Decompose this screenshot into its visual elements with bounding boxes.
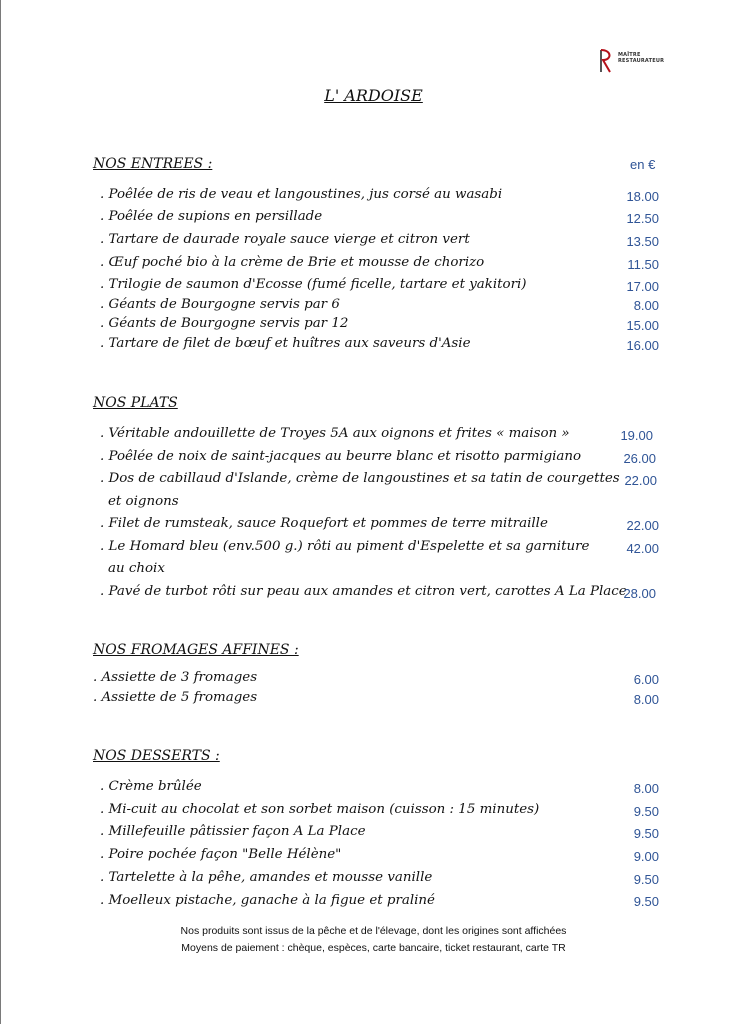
menu-item: . Véritable andouillette de Troyes 5A aux oignons et frites « maison » [100,426,570,441]
menu-item: . Dos de cabillaud d'Islande, crème de langoustines et sa tatin de courgettes [100,471,620,486]
page-title: L' ARDOISE [324,86,423,105]
logo-line1: MAÎTRE [618,52,641,58]
menu-price: 19.00 [620,428,653,443]
menu-item: . Assiette de 5 fromages [93,690,258,705]
menu-item: . Poire pochée façon "Belle Hélène" [100,847,342,862]
page-left-border [0,0,1,1024]
menu-price: 6.00 [633,672,659,687]
menu-price: 28.00 [623,586,656,601]
menu-item: . Filet de rumsteak, sauce Roquefort et pommes de terre mitraille [100,516,548,531]
menu-price: 9.50 [633,804,659,819]
logo-r-icon [598,48,616,74]
currency-label: en € [630,157,656,172]
menu-item: . Le Homard bleu (env.500 g.) rôti au piment d'Espelette et sa garniture [100,539,590,554]
menu-price: 18.00 [626,189,659,204]
fromages-heading: NOS FROMAGES AFFINES : [93,642,299,658]
menu-item: . Géants de Bourgogne servis par 6 [100,297,340,312]
menu-price: 9.50 [633,826,659,841]
menu-item: . Œuf poché bio à la crème de Brie et mousse de chorizo [100,255,485,270]
menu-item: . Moelleux pistache, ganache à la figue et praliné [100,893,435,908]
desserts-heading: NOS DESSERTS : [93,748,220,764]
menu-item: . Poêlée de noix de saint-jacques au beurre blanc et risotto parmigiano [100,449,582,464]
menu-price: 16.00 [626,338,659,353]
menu-price: 9.50 [633,894,659,909]
menu-price: 12.50 [626,211,659,226]
menu-item: . Tartelette à la pêhe, amandes et mousse vanille [100,870,433,885]
menu-item: . Trilogie de saumon d'Ecosse (fumé ficelle, tartare et yakitori) [100,277,527,292]
menu-price: 22.00 [626,518,659,533]
menu-price: 8.00 [633,298,659,313]
menu-item: . Poêlée de ris de veau et langoustines, jus corsé au wasabi [100,187,503,202]
menu-item: . Poêlée de supions en persillade [100,209,323,224]
footer-origin-note: Nos produits sont issus de la pêche et de l'élevage, dont les origines sont affichées [180,925,567,937]
menu-item: . Mi-cuit au chocolat et son sorbet maison (cuisson : 15 minutes) [100,802,540,817]
menu-price: 26.00 [623,451,656,466]
menu-price: 8.00 [633,692,659,707]
menu-item: . Tartare de filet de bœuf et huîtres aux saveurs d'Asie [100,336,471,351]
plats-heading: NOS PLATS [93,395,178,411]
menu-price: 15.00 [626,318,659,333]
logo-line2: RESTAURATEUR [618,58,665,64]
maitre-restaurateur-logo [598,48,668,74]
menu-item: . Pavé de turbot rôti sur peau aux amandes et citron vert, carottes A La Place [100,584,627,599]
menu-price: 17.00 [626,279,659,294]
menu-price: 11.50 [627,257,659,272]
menu-item: . Millefeuille pâtissier façon A La Place [100,824,366,839]
entrees-heading: NOS ENTREES : [93,156,213,172]
logo-text [618,52,664,64]
footer-payment-note: Moyens de paiement : chèque, espèces, carte bancaire, ticket restaurant, carte TR [181,942,566,954]
menu-price: 22.00 [624,473,657,488]
menu-item: . Géants de Bourgogne servis par 12 [100,316,349,331]
menu-item-continued: au choix [108,561,165,576]
menu-price: 13.50 [626,234,659,249]
menu-item: . Assiette de 3 fromages [93,670,258,685]
menu-item-continued: et oignons [108,494,179,509]
menu-price: 8.00 [633,781,659,796]
menu-price: 9.50 [633,872,659,887]
menu-price: 42.00 [626,541,659,556]
menu-price: 9.00 [633,849,659,864]
menu-item: . Crème brûlée [100,779,202,794]
menu-item: . Tartare de daurade royale sauce vierge et citron vert [100,232,470,247]
